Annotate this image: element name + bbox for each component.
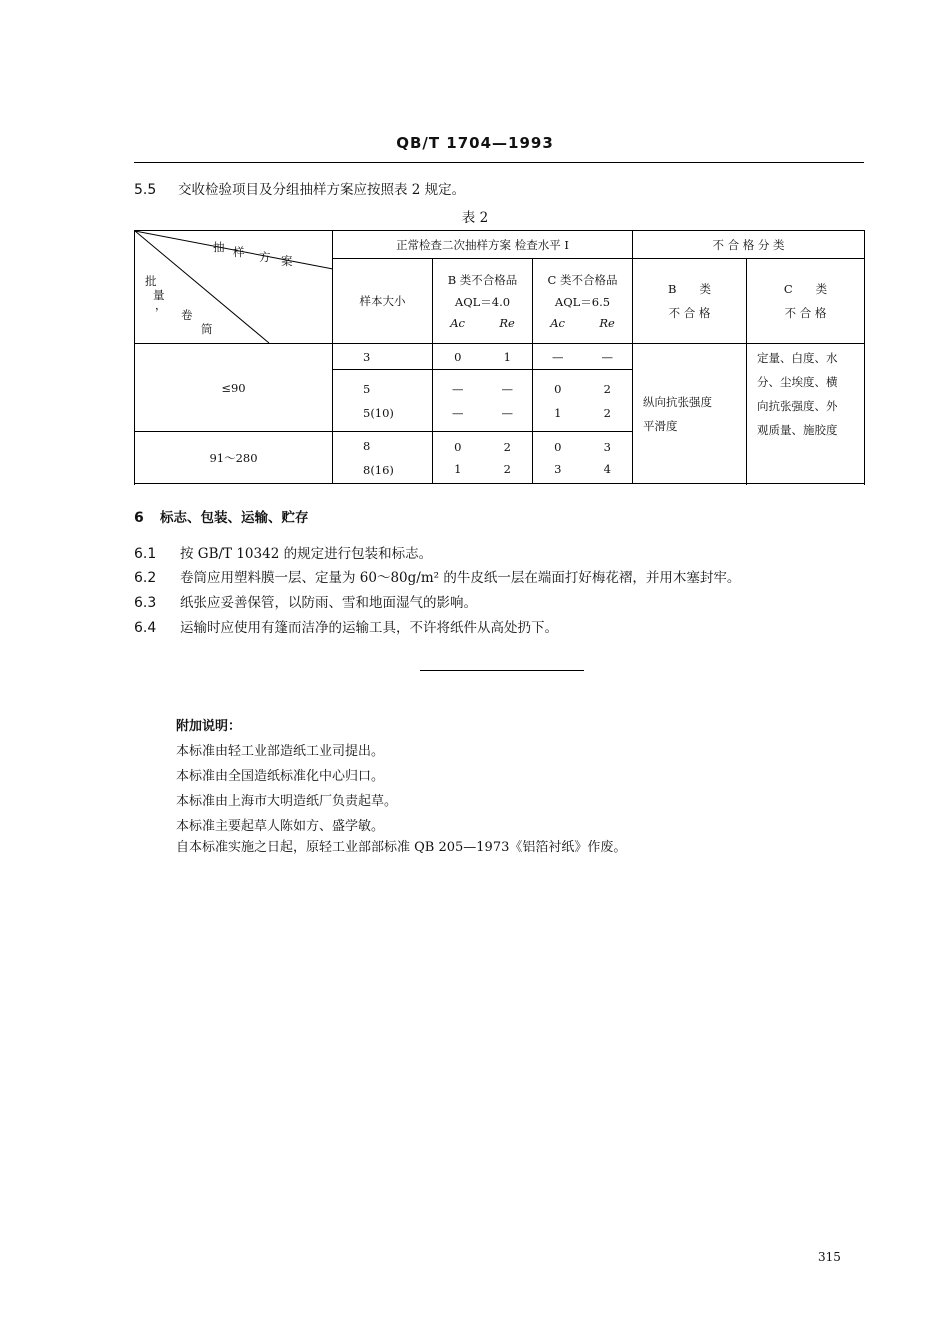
nonconform-header: 不 合 格 分 类: [633, 231, 865, 259]
c-values-cell: [533, 432, 633, 484]
c-group-header: [533, 259, 633, 344]
b-ac-cell: 1: [454, 461, 462, 476]
clause-6-1: [134, 542, 432, 562]
note-line: 本标准由轻工业部造纸工业司提出。: [176, 744, 385, 759]
c-class-line2: 不 合 格: [784, 306, 827, 321]
c-re-cell: 3: [603, 439, 611, 454]
c-group-line2: AQL＝6.5: [554, 295, 611, 310]
clause-number: 6.4: [134, 620, 157, 636]
b-re-cell: 1: [503, 349, 511, 364]
b-re-cell: —: [501, 405, 513, 420]
table-row: [135, 344, 865, 370]
c-item: 分、尘埃度、横: [757, 375, 838, 389]
note-line: 本标准主要起草人陈如方、盛学敏。: [176, 819, 385, 834]
corner-char: 案: [281, 254, 293, 268]
corner-char: 方: [259, 250, 271, 264]
c-group-line1: C 类不合格品: [547, 273, 618, 288]
plan-header: 正常检查二次抽样方案 检查水平 I: [333, 231, 633, 259]
corner-char: 卷: [181, 308, 193, 322]
sample-size-value: 5(10): [363, 405, 394, 420]
sample-size-value: 8(16): [363, 462, 394, 477]
section-number: 6: [134, 510, 144, 526]
clause-6-4: [134, 616, 558, 636]
sample-size-value: 5: [363, 381, 371, 396]
table-caption: 表 2: [461, 210, 489, 226]
b-re-cell: 2: [503, 439, 511, 454]
clause-text: 卷筒应用塑料膜一层、定量为 60～80g/m² 的牛皮纸一层在端面打好梅花褶，并用木塞封牢。: [180, 570, 741, 586]
corner-char: 抽: [213, 240, 225, 254]
standard-header: QB/T 1704—1993: [396, 134, 554, 152]
table-corner-cell: [135, 231, 333, 344]
b-re-cell: —: [501, 381, 513, 396]
sample-size-cell: [333, 432, 433, 484]
c-values-cell: [533, 370, 633, 432]
corner-char: 量: [153, 288, 165, 302]
clause-5-5: [134, 178, 465, 198]
c-re-cell: —: [601, 349, 613, 364]
lot-cell: ≤90: [135, 344, 333, 432]
c-ac-label: Ac: [550, 316, 565, 331]
end-rule: [420, 670, 584, 671]
c-ac-cell: —: [552, 349, 564, 364]
c-item: 定量、白度、水: [757, 351, 838, 365]
clause-number: 6.3: [134, 595, 157, 611]
note-line: 自本标准实施之日起，原轻工业部部标准 QB 205—1973《铝箔衬纸》作废。: [176, 840, 627, 855]
clause-number: 5.5: [134, 182, 157, 198]
b-ac-cell: —: [452, 381, 464, 396]
lot-cell: 91～280: [135, 432, 333, 484]
section-title: 标志、包装、运输、贮存: [160, 510, 309, 526]
b-values-cell: [433, 432, 533, 484]
clause-number: 6.2: [134, 570, 157, 586]
c-re-cell: 2: [603, 381, 611, 396]
sample-size-cell: [333, 370, 433, 432]
b-ac-cell: 0: [454, 349, 462, 364]
c-item: 向抗张强度、外: [757, 399, 838, 413]
b-class-line2: 不 合 格: [668, 306, 711, 321]
b-group-line2: AQL＝4.0: [454, 295, 511, 310]
page-number: 315: [818, 1250, 841, 1264]
clause-text: 交收检验项目及分组抽样方案应按照表 2 规定。: [178, 182, 466, 198]
c-ac-cell: 0: [554, 381, 562, 396]
b-item: 平滑度: [643, 418, 678, 433]
b-items-cell: [633, 344, 747, 484]
b-ac-cell: —: [452, 405, 464, 420]
c-ac-cell: 0: [554, 439, 562, 454]
sampling-table: [134, 230, 865, 484]
clause-number: 6.1: [134, 546, 157, 562]
section-6-heading: [134, 506, 309, 526]
b-re-cell: 2: [503, 461, 511, 476]
b-item: 纵向抗张强度: [643, 394, 712, 409]
b-re-label: Re: [499, 316, 515, 331]
corner-char: 样: [233, 245, 245, 259]
corner-char: 筒: [201, 322, 213, 336]
header-rule: [134, 162, 864, 163]
clause-6-2: [134, 566, 740, 586]
c-ac-cell: 1: [554, 405, 562, 420]
b-ac-cell: 0: [454, 439, 462, 454]
sample-size-value: 8: [363, 438, 371, 453]
clause-text: 运输时应使用有篷而洁净的运输工具，不许将纸件从高处扔下。: [180, 620, 558, 636]
b-class-line1: B 类: [668, 282, 711, 297]
c-items-cell: [747, 344, 865, 484]
corner-char: ，: [155, 298, 167, 312]
clause-text: 按 GB/T 10342 的规定进行包装和标志。: [180, 546, 433, 562]
c-item: 观质量、施胶度: [757, 423, 838, 437]
c-re-cell: 4: [603, 461, 611, 476]
note-line: 本标准由上海市大明造纸厂负责起草。: [176, 794, 398, 809]
b-group-header: [433, 259, 533, 344]
sample-size-header: 样本大小: [333, 259, 433, 344]
c-ac-cell: 3: [554, 461, 562, 476]
c-re-label: Re: [599, 316, 615, 331]
b-group-line1: B 类不合格品: [447, 273, 518, 288]
clause-6-3: [134, 591, 477, 611]
sample-size-cell: 3: [333, 344, 433, 370]
c-class-header: [747, 259, 865, 344]
b-ac-label: Ac: [450, 316, 465, 331]
c-class-line1: C 类: [783, 282, 828, 297]
c-re-cell: 2: [603, 405, 611, 420]
b-class-header: [633, 259, 747, 344]
b-values-cell: [433, 370, 533, 432]
clause-text: 纸张应妥善保管，以防雨、雪和地面湿气的影响。: [180, 595, 477, 611]
corner-char: 批: [145, 274, 157, 288]
note-line: 本标准由全国造纸标准化中心归口。: [176, 769, 385, 784]
notes-title: 附加说明：: [176, 719, 242, 734]
